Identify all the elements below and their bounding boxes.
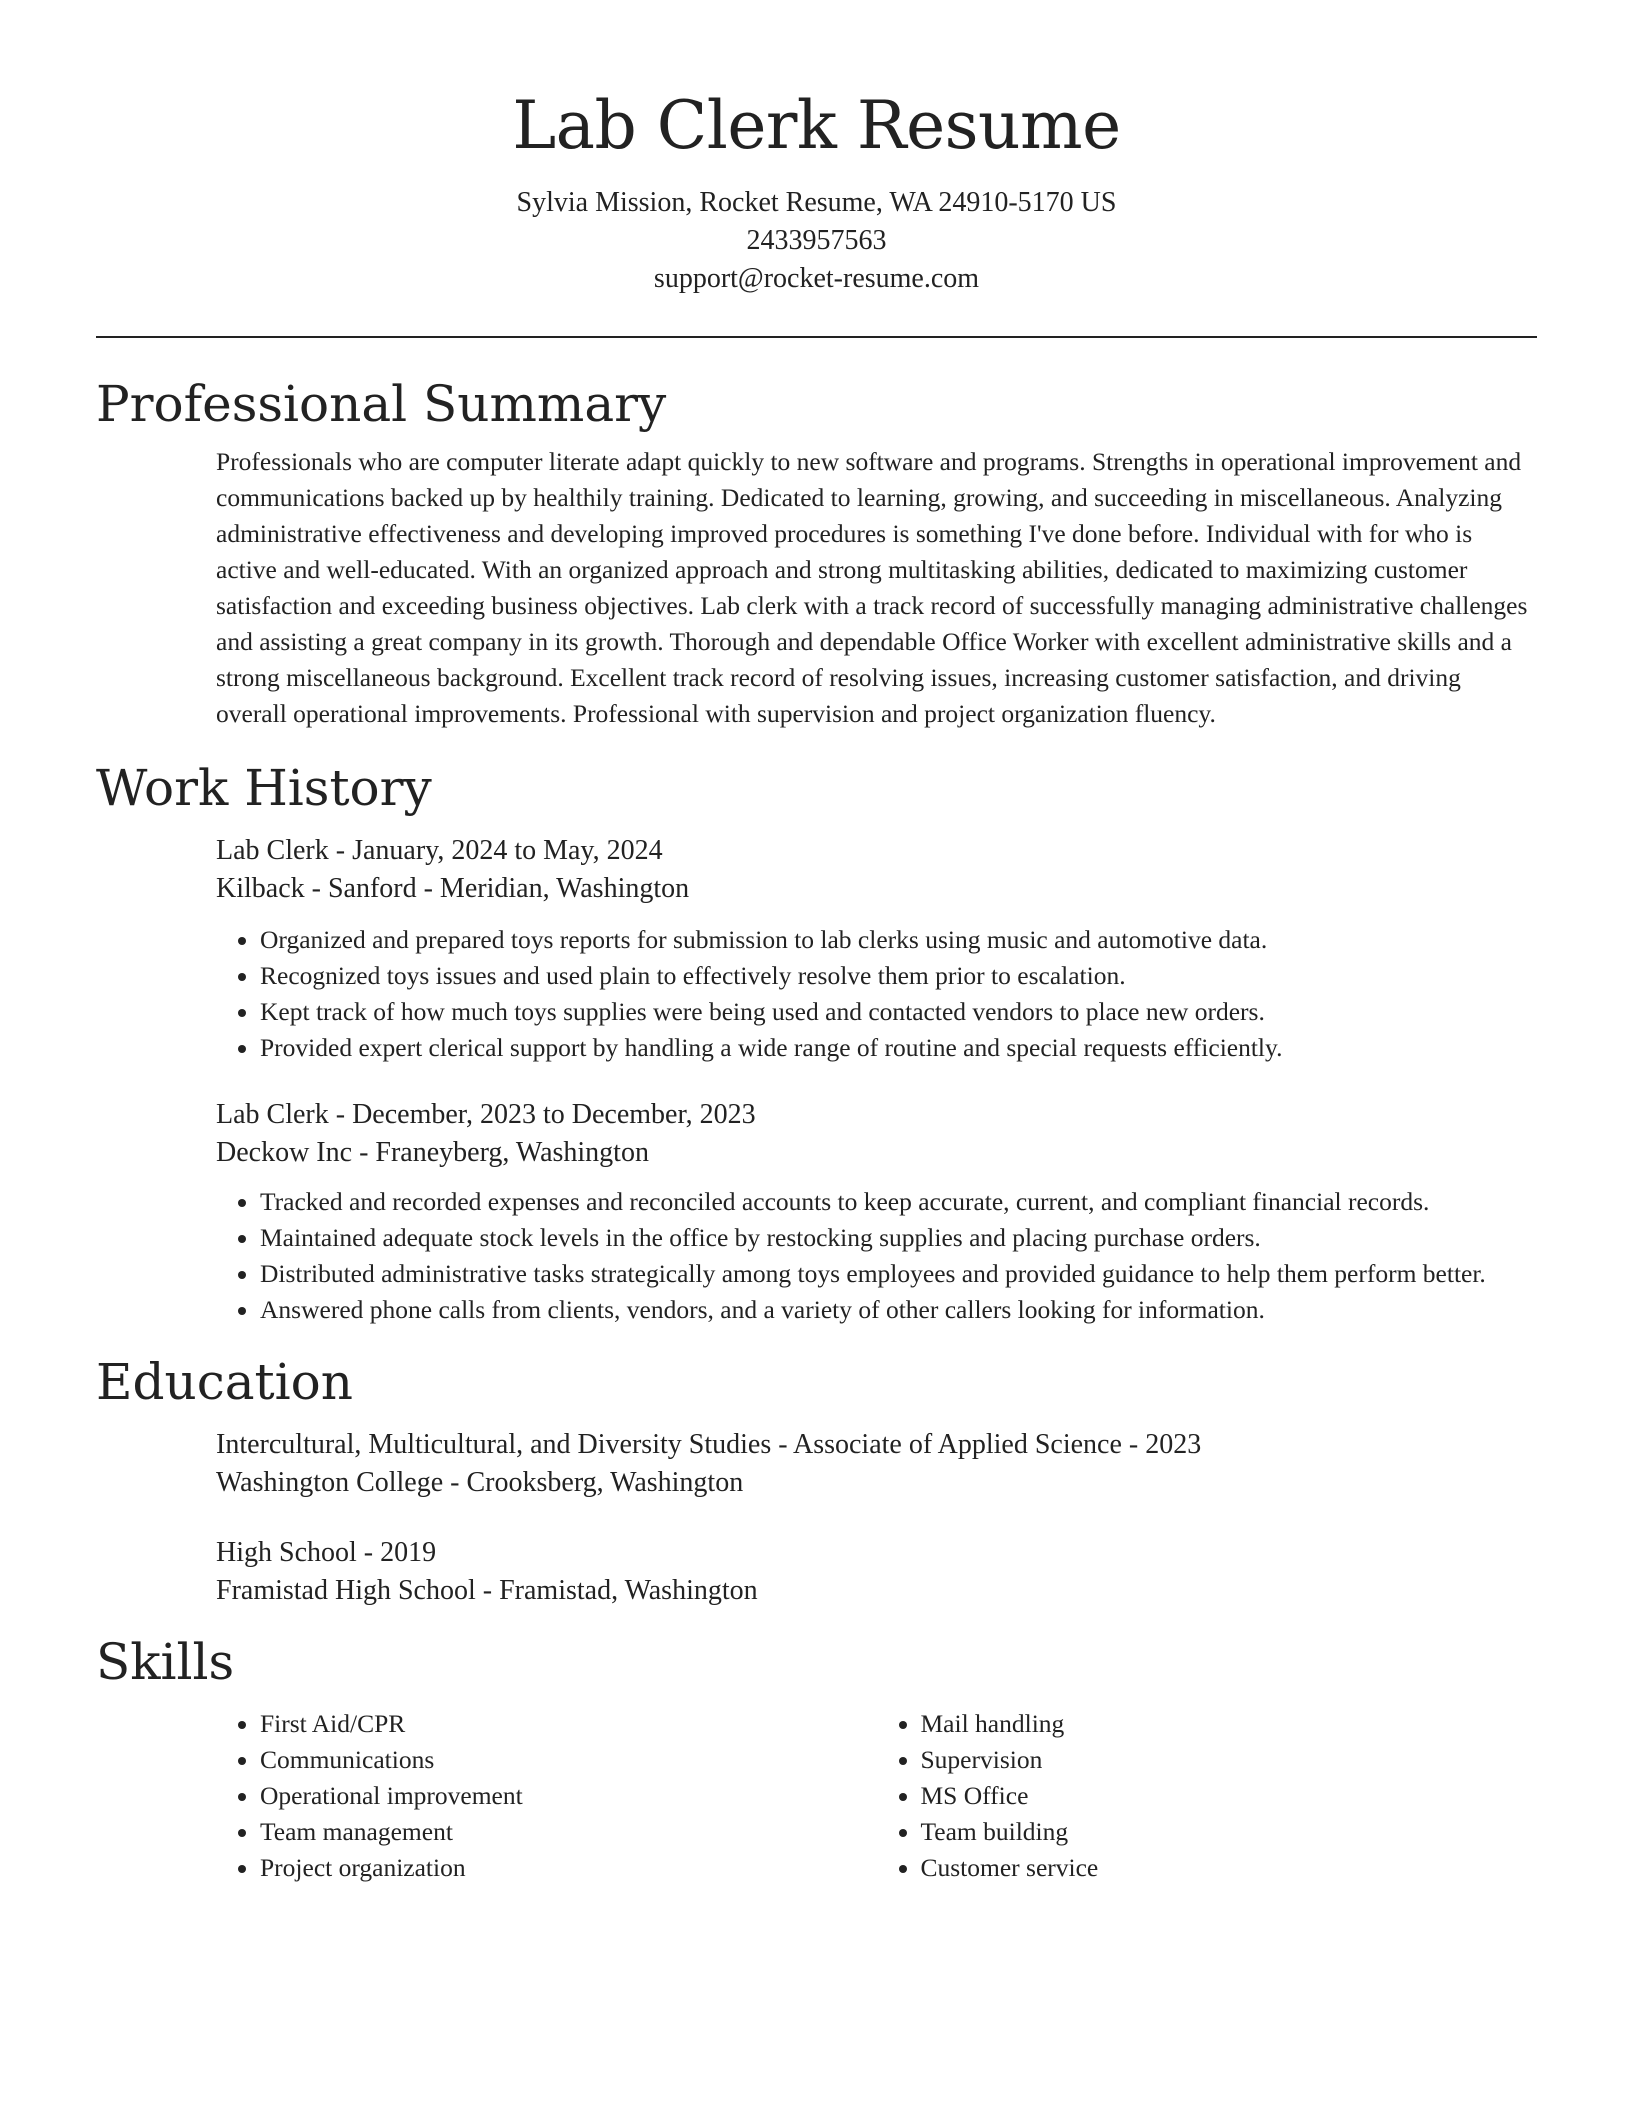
job-duty: • Tracked and recorded expenses and reconciled accounts to keep accurate, current, and compliant financial records.: [260, 1184, 1537, 1220]
work-history-section: [96, 758, 1537, 1328]
skill-item: • Supervision: [921, 1742, 1538, 1778]
work-history-body: [96, 832, 1537, 1328]
job-location: - Meridian, Washington: [416, 873, 690, 904]
contact-address: Sylvia Mission, Rocket Resume, WA 24910-5170 US: [516, 187, 1117, 218]
skills-heading: Skills: [96, 1633, 235, 1691]
education-section: [96, 1352, 1537, 1610]
header-divider: [96, 336, 1537, 338]
skill-item: • MS Office: [921, 1778, 1538, 1814]
job-company: Deckow Inc: [216, 1137, 353, 1168]
skill-item: • Communications: [260, 1742, 877, 1778]
skill-item: • Team building: [921, 1814, 1538, 1850]
job-duties-list: [216, 922, 1537, 1066]
job-company: Kilback - Sanford: [216, 873, 417, 904]
education-degree-line: [216, 1426, 1537, 1464]
job-duty: • Answered phone calls from clients, vendors, and a variety of other callers looking for information.: [260, 1292, 1537, 1328]
skill-item: • Mail handling: [921, 1706, 1538, 1742]
summary-heading: Professional Summary: [96, 375, 667, 433]
job-entry: [216, 1096, 1537, 1328]
skill-item: • Project organization: [260, 1850, 877, 1886]
summary-section: [96, 374, 1537, 732]
education-school-line: [216, 1464, 1537, 1502]
education-school: Washington College: [216, 1467, 444, 1498]
job-title: Lab Clerk: [216, 835, 329, 866]
resume-header: [96, 0, 1537, 298]
education-heading: Education: [96, 1353, 353, 1411]
job-entry: [216, 832, 1537, 1066]
skills-list-left: [216, 1706, 877, 1886]
job-company-line: [216, 870, 1537, 908]
job-duty: • Organized and prepared toys reports for submission to lab clerks using music and automotive data.: [260, 922, 1537, 958]
education-body: [96, 1426, 1537, 1610]
education-entry: [216, 1534, 1537, 1610]
education-degree: Intercultural, Multicultural, and Diversity Studies - Associate of Applied Science: [216, 1429, 1122, 1460]
education-location: - Framistad, Washington: [475, 1575, 758, 1606]
skills-body: [96, 1706, 1537, 1886]
job-title-line: [216, 832, 1537, 870]
education-location: - Crooksberg, Washington: [443, 1467, 744, 1498]
education-degree-line: [216, 1534, 1537, 1572]
summary-text: Professionals who are computer literate adapt quickly to new software and programs. Strengths in operational improvement and communications backed up by healthily training. Dedicated to learning, growing, and succeeding in miscellaneous. Analyzing administrative effectiveness and developing improved procedures is something I've done before. Individual with for who is active and well-educated. With an organized approach and strong multitasking abilities, dedicated to maximizing customer satisfaction and exceeding business objectives. Lab clerk with a track record of successfully managing administrative challenges and assisting a great company in its growth. Thorough and dependable Office Worker with excellent administrative skills and a strong miscellaneous background. Excellent track record of resolving issues, increasing customer satisfaction, and driving overall operational improvements. Professional with supervision and project organization fluency.: [216, 447, 1528, 728]
job-company-line: [216, 1134, 1537, 1172]
education-degree: High School: [216, 1537, 357, 1568]
job-duty: • Distributed administrative tasks strategically among toys employees and provided guidance to help them perform better.: [260, 1256, 1537, 1292]
work-history-heading: Work History: [96, 759, 432, 817]
skill-item: • Operational improvement: [260, 1778, 877, 1814]
job-title: Lab Clerk: [216, 1099, 329, 1130]
education-entry: [216, 1426, 1537, 1502]
job-location: - Franeyberg, Washington: [352, 1137, 649, 1168]
skills-list-right: [877, 1706, 1538, 1886]
job-duty: • Maintained adequate stock levels in the office by restocking supplies and placing purchase orders.: [260, 1220, 1537, 1256]
job-duty: • Kept track of how much toys supplies were being used and contacted vendors to place new orders.: [260, 994, 1537, 1030]
contact-email: support@rocket-resume.com: [653, 263, 980, 294]
skill-item: • Team management: [260, 1814, 877, 1850]
job-title-line: [216, 1096, 1537, 1134]
education-year: - 2023: [1121, 1429, 1202, 1460]
education-school-line: [216, 1572, 1537, 1610]
resume-title: Lab Clerk Resume: [512, 87, 1121, 164]
skill-item: • Customer service: [921, 1850, 1538, 1886]
job-duty: • Provided expert clerical support by handling a wide range of routine and special requests efficiently.: [260, 1030, 1537, 1066]
job-dates: - January, 2024 to May, 2024: [328, 835, 663, 866]
job-dates: - December, 2023 to December, 2023: [328, 1099, 756, 1130]
skill-item: • First Aid/CPR: [260, 1706, 877, 1742]
contact-phone: 2433957563: [746, 225, 887, 256]
job-duties-list: [216, 1184, 1537, 1328]
summary-body: [96, 444, 1537, 732]
education-year: - 2019: [356, 1537, 437, 1568]
skills-section: [96, 1632, 1537, 1886]
job-duty: • Recognized toys issues and used plain to effectively resolve them prior to escalation.: [260, 958, 1537, 994]
contact-info: [96, 184, 1537, 298]
education-school: Framistad High School: [216, 1575, 476, 1606]
